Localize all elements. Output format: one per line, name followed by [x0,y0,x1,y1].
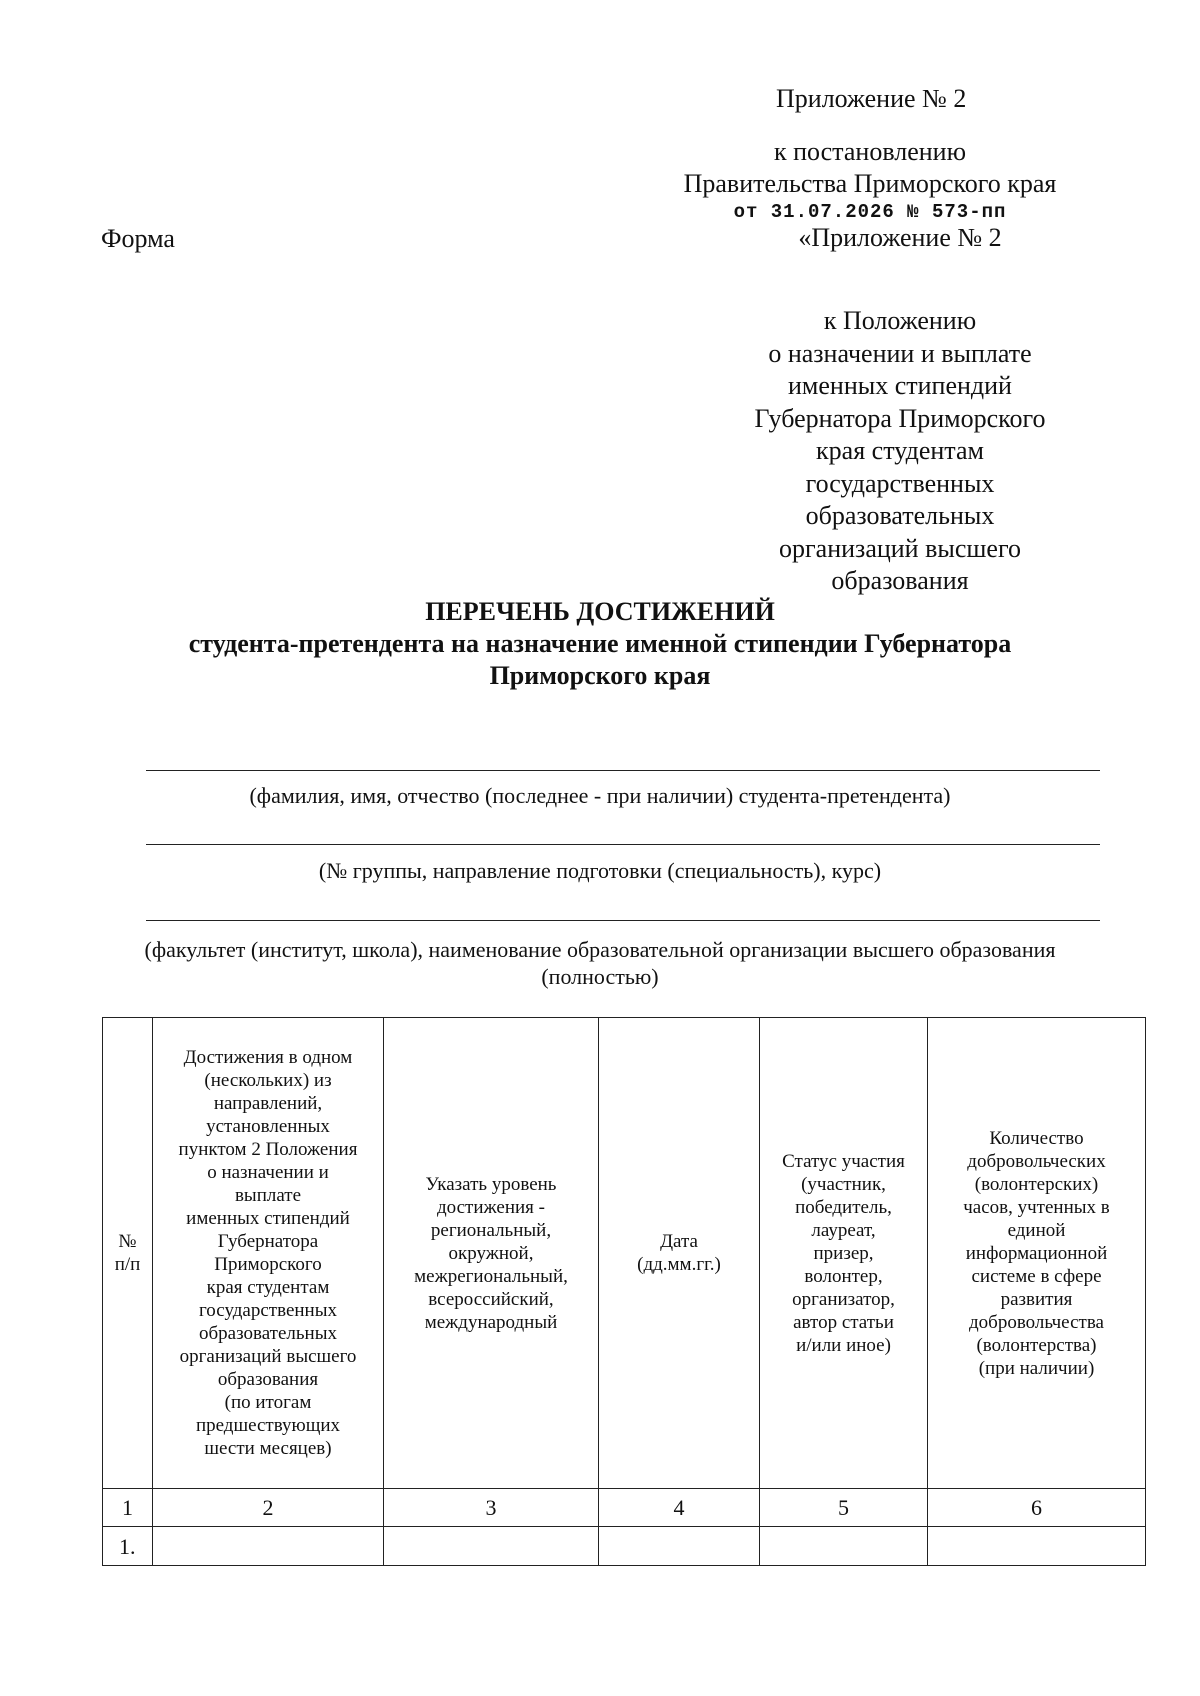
regulation-line: организаций высшего [779,533,1021,563]
title-line-2: студента-претендента на назначение именной стипендии Губернатора [188,629,1012,658]
sub-attachment-title [690,222,1110,254]
column-number: 6 [928,1489,1146,1527]
document-title [0,596,1200,692]
faculty-caption-line-2: (полностью) [541,964,659,989]
regulation-line: Губернатора Приморского [754,403,1046,433]
regulation-line: о назначении и выплате [768,338,1032,368]
decree-number: от 31.07.2026 № 573-пп [733,201,1007,223]
volunteer-hours-cell[interactable] [928,1527,1146,1566]
header-cell-date: Дата (дд.мм.гг.) [599,1018,760,1489]
table-row [103,1527,1146,1566]
row-number-cell: 1. [103,1527,153,1566]
column-number: 4 [599,1489,760,1527]
title-line-3: Приморского края [489,661,711,690]
column-number: 3 [384,1489,599,1527]
achievement-cell[interactable] [153,1527,384,1566]
regulation-line: именных стипендий [788,371,1012,400]
decree-reference [640,136,1100,224]
column-number: 5 [760,1489,928,1527]
group-caption: (№ группы, направление подготовки (специальность), курс) [318,858,882,883]
group-field-line[interactable] [146,844,1100,845]
status-cell[interactable] [760,1527,928,1566]
table-header-row [103,1018,1146,1489]
sub-attachment-label: «Приложение № 2 [798,223,1002,252]
full-name-field-line[interactable] [146,770,1100,771]
header-cell-status: Статус участия (участник, победитель, лауреат, призер, волонтер, организатор, автор статьи и/или иное) [760,1018,928,1489]
regulation-line: образовательных [805,501,995,530]
decree-line-1: к постановлению [773,137,967,166]
achievements-table [102,1017,1146,1566]
header-cell-level: Указать уровень достижения - региональный, окружной, межрегиональный, всероссийский, международный [384,1018,599,1489]
attachment-title: Приложение № 2 [776,84,967,113]
full-name-caption: (фамилия, имя, отчество (последнее - при наличии) студента-претендента) [249,783,951,808]
header-cell-achievements: Достижения в одном (нескольких) из направлений, установленных пунктом 2 Положения о назначении и выплате именных стипендий Губернатора Приморского края студентам государственных образовательных организаций высшего образования (по итогам предшествующих шести месяцев) [153,1018,384,1489]
regulation-line: образования [831,566,969,595]
decree-line-2: Правительства Приморского края [683,169,1057,198]
form-label: Форма [101,224,175,253]
header-cell-volunteer-hours: Количество добровольческих (волонтерских) часов, учтенных в единой информационной системе в сфере развития добровольчества (волонтерства) (при наличии) [928,1018,1146,1489]
date-cell[interactable] [599,1527,760,1566]
column-number-row [103,1489,1146,1527]
column-number: 1 [103,1489,153,1527]
header-cell-number: № п/п [103,1018,153,1489]
title-line-1: ПЕРЕЧЕНЬ ДОСТИЖЕНИЙ [425,597,775,626]
faculty-caption: (факультет (институт, школа), наименование образовательной организации высшего образования [144,937,1056,962]
level-cell[interactable] [384,1527,599,1566]
regulation-line: государственных [805,468,995,498]
regulation-line: к Положению [823,306,977,335]
column-number: 2 [153,1489,384,1527]
regulation-reference [690,305,1110,598]
regulation-line: края студентам [816,436,984,465]
faculty-field-line[interactable] [146,920,1100,921]
